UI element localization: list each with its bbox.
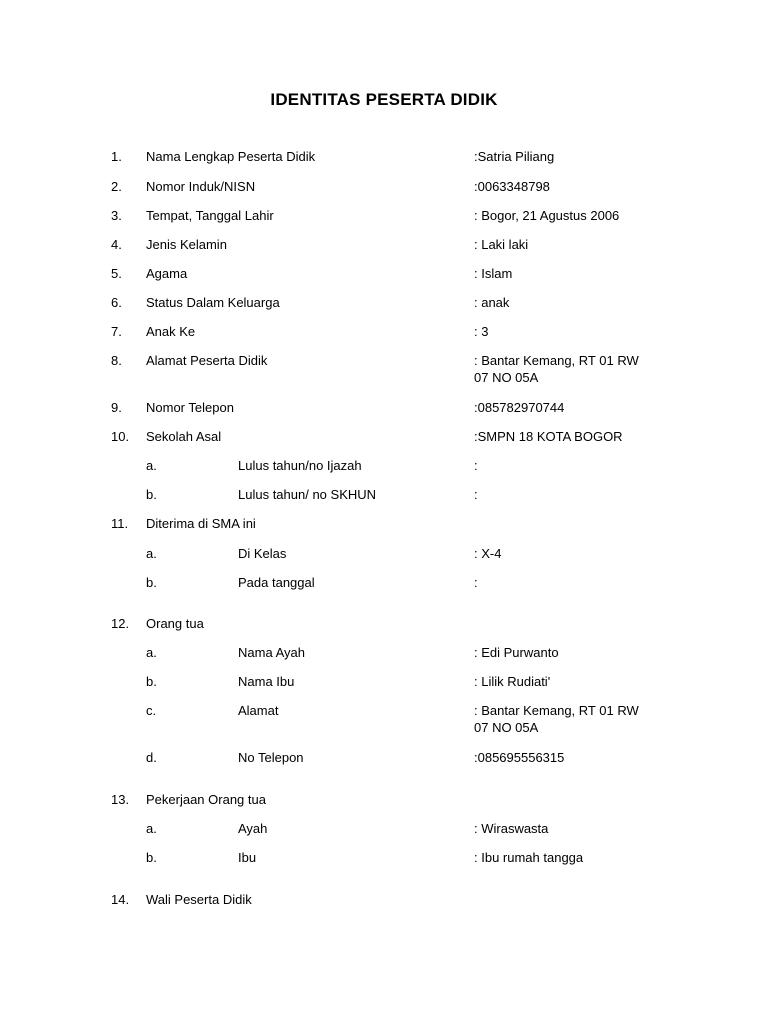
field-label: Lulus tahun/no Ijazah — [238, 458, 362, 473]
row-number: 12. — [111, 616, 130, 631]
field-value: :SMPN 18 KOTA BOGOR — [474, 429, 623, 444]
row-letter: b. — [146, 487, 157, 502]
row-letter: a. — [146, 645, 157, 660]
field-label: Status Dalam Keluarga — [146, 295, 280, 310]
row-number: 3. — [111, 208, 122, 223]
field-label: Lulus tahun/ no SKHUN — [238, 487, 377, 502]
page-title: IDENTITAS PESERTA DIDIK — [270, 90, 498, 109]
field-label: Pada tanggal — [238, 575, 315, 590]
field-label: Tempat, Tanggal Lahir — [146, 208, 274, 223]
field-label: Wali Peserta Didik — [146, 892, 252, 907]
row-letter: a. — [146, 546, 157, 561]
row-letter: b. — [146, 674, 157, 689]
row-letter: b. — [146, 575, 157, 590]
field-value: : — [474, 458, 478, 473]
field-value: : anak — [474, 295, 510, 310]
row-number: 14. — [111, 892, 130, 907]
row-letter: a. — [146, 458, 157, 473]
row-letter: b. — [146, 850, 157, 865]
field-value: : Wiraswasta — [474, 821, 549, 836]
field-label: Alamat Peserta Didik — [146, 353, 268, 368]
field-label: Di Kelas — [238, 546, 287, 561]
field-label: Nama Ibu — [238, 674, 295, 689]
field-value: : X-4 — [474, 546, 502, 561]
field-label: Anak Ke — [146, 324, 196, 339]
field-value: : — [474, 575, 478, 590]
field-value: :0063348798 — [474, 179, 550, 194]
field-value: :085782970744 — [474, 400, 565, 415]
field-value: : Bogor, 21 Agustus 2006 — [474, 208, 620, 223]
field-label: Orang tua — [146, 616, 204, 631]
field-label: Ibu — [238, 850, 257, 865]
row-number: 5. — [111, 266, 122, 281]
field-label: Diterima di SMA ini — [146, 516, 256, 531]
field-value: :085695556315 — [474, 750, 565, 765]
field-value: : Bantar Kemang, RT 01 RW 07 NO 05A — [474, 353, 639, 385]
field-label: Pekerjaan Orang tua — [146, 792, 266, 807]
row-number: 2. — [111, 179, 122, 194]
field-value: : Laki laki — [474, 237, 529, 252]
field-value: : Ibu rumah tangga — [474, 850, 584, 865]
row-number: 4. — [111, 237, 122, 252]
row-number: 9. — [111, 400, 122, 415]
field-value: : Lilik Rudiati' — [474, 674, 551, 689]
field-label: Agama — [146, 266, 188, 281]
field-label: Nomor Telepon — [146, 400, 234, 415]
field-value: :Satria Piliang — [474, 149, 555, 164]
row-number: 10. — [111, 429, 130, 444]
row-letter: a. — [146, 821, 157, 836]
field-value: : 3 — [474, 324, 489, 339]
field-value: : Islam — [474, 266, 513, 281]
field-label: Jenis Kelamin — [146, 237, 227, 252]
field-label: Nama Lengkap Peserta Didik — [146, 149, 316, 164]
row-number: 11. — [111, 516, 129, 531]
field-label: Ayah — [238, 821, 268, 836]
row-number: 8. — [111, 353, 122, 368]
field-value: : — [474, 487, 478, 502]
field-value: : Bantar Kemang, RT 01 RW 07 NO 05A — [474, 703, 639, 735]
field-label: Alamat — [238, 703, 279, 718]
row-number: 13. — [111, 792, 130, 807]
field-value: : Edi Purwanto — [474, 645, 559, 660]
row-number: 6. — [111, 295, 122, 310]
row-number: 7. — [111, 324, 122, 339]
row-letter: d. — [146, 750, 157, 765]
row-number: 1. — [111, 149, 122, 164]
field-label: Nama Ayah — [238, 645, 305, 660]
field-label: No Telepon — [238, 750, 304, 765]
field-label: Nomor Induk/NISN — [146, 179, 256, 194]
row-letter: c. — [146, 703, 157, 718]
field-label: Sekolah Asal — [146, 429, 222, 444]
